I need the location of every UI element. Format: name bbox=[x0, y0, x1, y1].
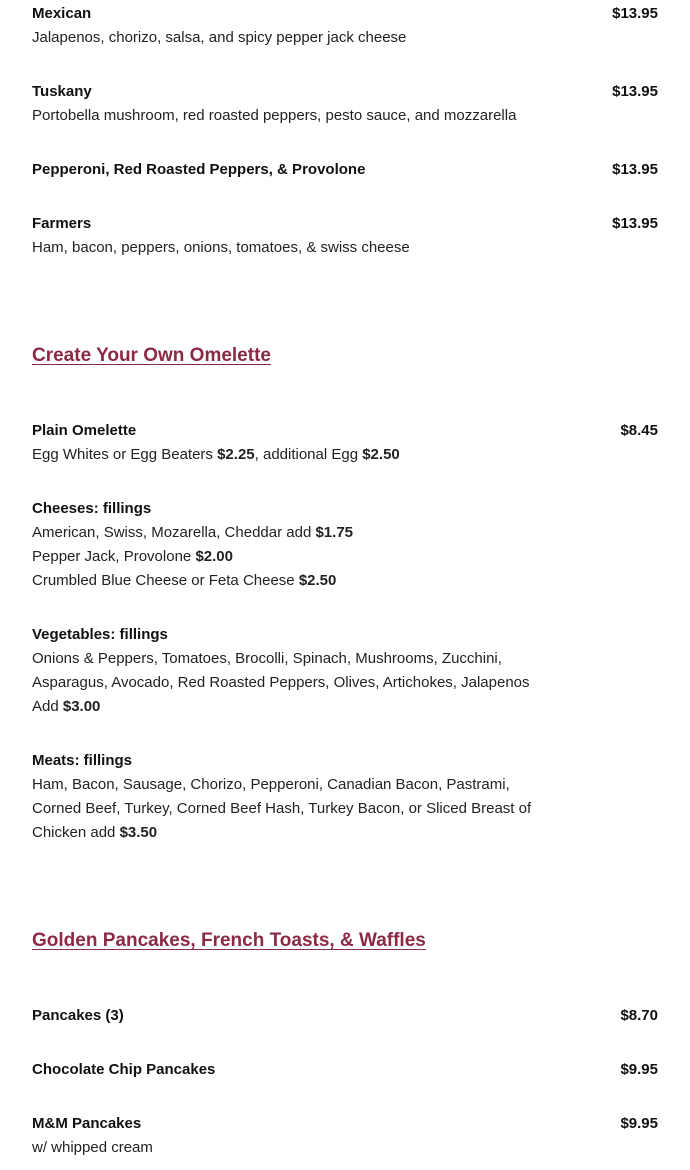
item-name: Tuskany bbox=[32, 83, 92, 100]
item-description: Portobella mushroom, red roasted peppers, pesto sauce, and mozzarella bbox=[32, 107, 517, 124]
item-description bbox=[32, 443, 532, 467]
item-name: Mexican bbox=[32, 5, 92, 22]
additional-egg-text: , additional Egg bbox=[254, 446, 363, 463]
item-name: Pepperoni, Red Roasted Peppers, & Provolone bbox=[32, 161, 366, 178]
vegetables-price: $3.00 bbox=[62, 698, 101, 715]
menu-item-cheeses bbox=[32, 497, 658, 593]
cheese-line-1-price: $1.75 bbox=[315, 524, 354, 541]
item-name: Chocolate Chip Pancakes bbox=[32, 1061, 216, 1078]
cheese-line-3-text: Crumbled Blue Cheese or Feta Cheese bbox=[32, 572, 299, 589]
additional-egg-price: $2.50 bbox=[362, 446, 400, 463]
cheese-line-2 bbox=[32, 545, 532, 569]
cheese-line-3 bbox=[32, 569, 532, 593]
item-price: $13.95 bbox=[612, 5, 658, 22]
item-price: $8.70 bbox=[620, 1007, 658, 1024]
meats-price: $3.50 bbox=[119, 824, 158, 841]
item-name: Pancakes (3) bbox=[32, 1007, 124, 1024]
menu-item-vegetables bbox=[32, 623, 658, 719]
item-price: $13.95 bbox=[612, 161, 658, 178]
item-name: Vegetables: fillings bbox=[32, 626, 168, 643]
egg-whites-text: Egg Whites or Egg Beaters bbox=[32, 446, 218, 463]
menu-item-chocolate-chip-pancakes bbox=[32, 1058, 658, 1082]
item-price: $13.95 bbox=[612, 215, 658, 232]
item-description: Ham, bacon, peppers, onions, tomatoes, & swiss cheese bbox=[32, 239, 410, 256]
item-description: w/ whipped cream bbox=[32, 1139, 153, 1156]
menu-item-farmers bbox=[32, 212, 658, 260]
vegetables-text: Onions & Peppers, Tomatoes, Brocolli, Spinach, Mushrooms, Zucchini, Asparagus, Avocado, Red Roasted Peppers, Olives, Artichokes, Jalapenos Add bbox=[32, 650, 530, 715]
item-price: $8.45 bbox=[620, 422, 658, 439]
item-name: Farmers bbox=[32, 215, 92, 232]
item-price: $9.95 bbox=[620, 1061, 658, 1078]
section-title-create-omelette: Create Your Own Omelette bbox=[32, 345, 271, 366]
cheese-line-1 bbox=[32, 521, 532, 545]
cheese-line-1-text: American, Swiss, Mozarella, Cheddar add bbox=[32, 524, 316, 541]
menu-item-mm-pancakes bbox=[32, 1112, 658, 1160]
menu-item-meats bbox=[32, 749, 658, 845]
item-name: Cheeses: fillings bbox=[32, 500, 152, 517]
egg-whites-price: $2.25 bbox=[217, 446, 255, 463]
cheese-line-3-price: $2.50 bbox=[298, 572, 337, 589]
menu-item-plain-omelette bbox=[32, 419, 658, 467]
item-description: Jalapenos, chorizo, salsa, and spicy pepper jack cheese bbox=[32, 29, 407, 46]
menu-item-pancakes bbox=[32, 1004, 658, 1028]
item-description bbox=[32, 647, 532, 719]
meats-text: Ham, Bacon, Sausage, Chorizo, Pepperoni, Canadian Bacon, Pastrami, Corned Beef, Turkey, Corned Beef Hash, Turkey Bacon, or Sliced Breast of Chicken add bbox=[32, 776, 532, 841]
item-name: Meats: fillings bbox=[32, 752, 133, 769]
section-title-pancakes: Golden Pancakes, French Toasts, & Waffles bbox=[32, 930, 426, 951]
item-name: Plain Omelette bbox=[32, 422, 137, 439]
item-name: M&M Pancakes bbox=[32, 1115, 142, 1132]
item-price: $9.95 bbox=[620, 1115, 658, 1132]
item-description bbox=[32, 773, 532, 845]
item-price: $13.95 bbox=[612, 83, 658, 100]
cheese-line-2-price: $2.00 bbox=[195, 548, 233, 565]
menu-item-mexican bbox=[32, 2, 658, 50]
menu-item-pepperoni bbox=[32, 158, 658, 182]
menu-item-tuskany bbox=[32, 80, 658, 128]
cheese-line-2-text: Pepper Jack, Provolone bbox=[32, 548, 196, 565]
